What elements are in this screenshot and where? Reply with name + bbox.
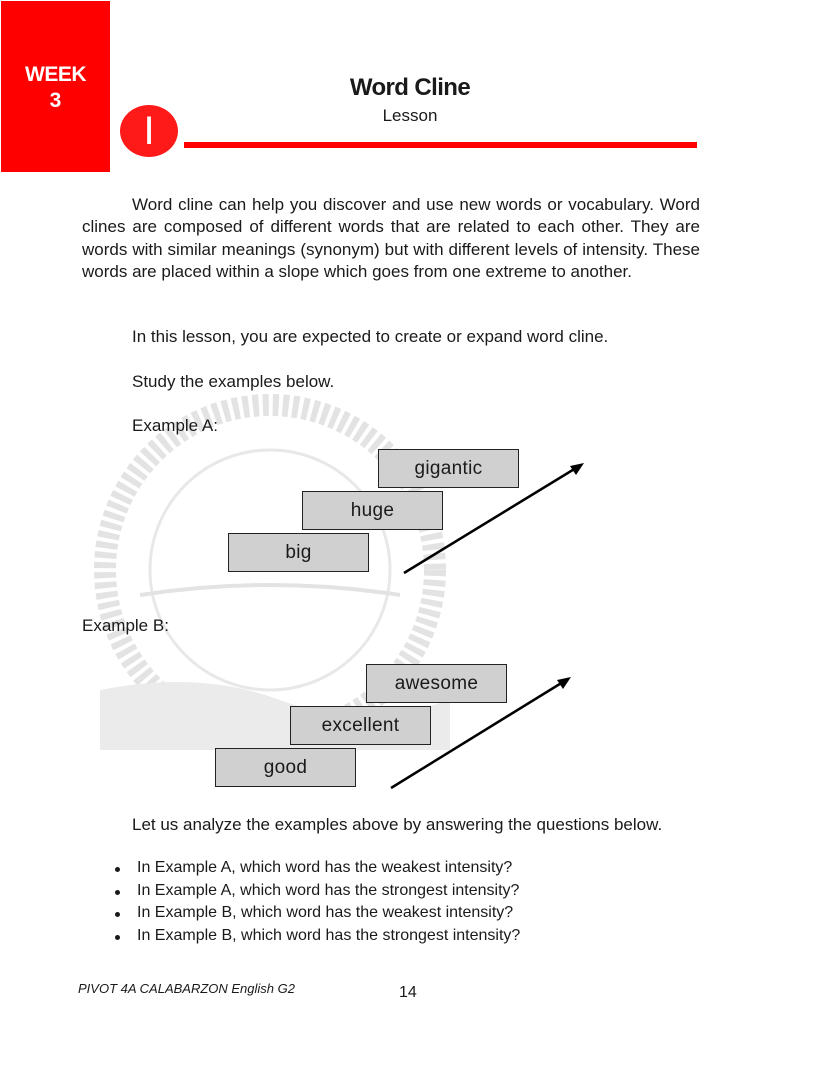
- bullet-icon: [115, 890, 120, 895]
- cline-arrow-b: [387, 672, 577, 794]
- list-item: [110, 857, 520, 880]
- week-label: WEEK: [25, 63, 86, 86]
- example-b-label: Example B:: [82, 616, 169, 635]
- question-text: In Example B, which word has the strongest intensity?: [137, 926, 521, 944]
- page-title: Word Cline: [349, 74, 471, 101]
- bullet-icon: [115, 935, 120, 940]
- question-text: In Example A, which word has the weakest intensity?: [137, 859, 513, 876]
- intro-paragraph: Word cline can help you discover and use new words or vocabulary. Word clines are composed of different words that are related to each other. They are words with similar meanings (synonym) but with different levels of intensity. These words are placed within a slope which goes from one extreme to another.: [82, 195, 700, 281]
- study-prompt: Study the examples below.: [132, 372, 335, 391]
- lesson-objective: In this lesson, you are expected to create or expand word cline.: [132, 327, 609, 346]
- list-item: [110, 925, 520, 948]
- question-text: In Example B, which word has the weakest intensity?: [137, 904, 514, 922]
- question-text: In Example A, which word has the strongest intensity?: [137, 881, 520, 899]
- footer-source: PIVOT 4A CALABARZON English G2: [78, 981, 295, 996]
- cline-arrow-a: [400, 458, 590, 578]
- cline-box-strongest: awesome: [366, 664, 507, 703]
- cline-box-strongest: gigantic: [378, 449, 519, 488]
- cline-box-middle: huge: [302, 491, 443, 530]
- page-number: 14: [399, 984, 417, 1001]
- list-item: [110, 902, 520, 925]
- cline-box-weakest: good: [215, 748, 356, 787]
- bullet-icon: [115, 867, 120, 872]
- analysis-prompt: Let us analyze the examples above by answering the questions below.: [132, 815, 663, 834]
- bullet-icon: [115, 912, 120, 917]
- question-list: [110, 857, 520, 947]
- example-a-label: Example A:: [132, 416, 218, 435]
- week-number: 3: [49, 89, 62, 112]
- page-subtitle: Lesson: [382, 106, 438, 125]
- cline-box-weakest: big: [228, 533, 369, 572]
- cline-box-middle: excellent: [290, 706, 431, 745]
- part-marker-circle: I: [120, 105, 178, 157]
- header-rule: [184, 142, 697, 148]
- list-item: [110, 880, 520, 903]
- week-badge: [1, 1, 110, 172]
